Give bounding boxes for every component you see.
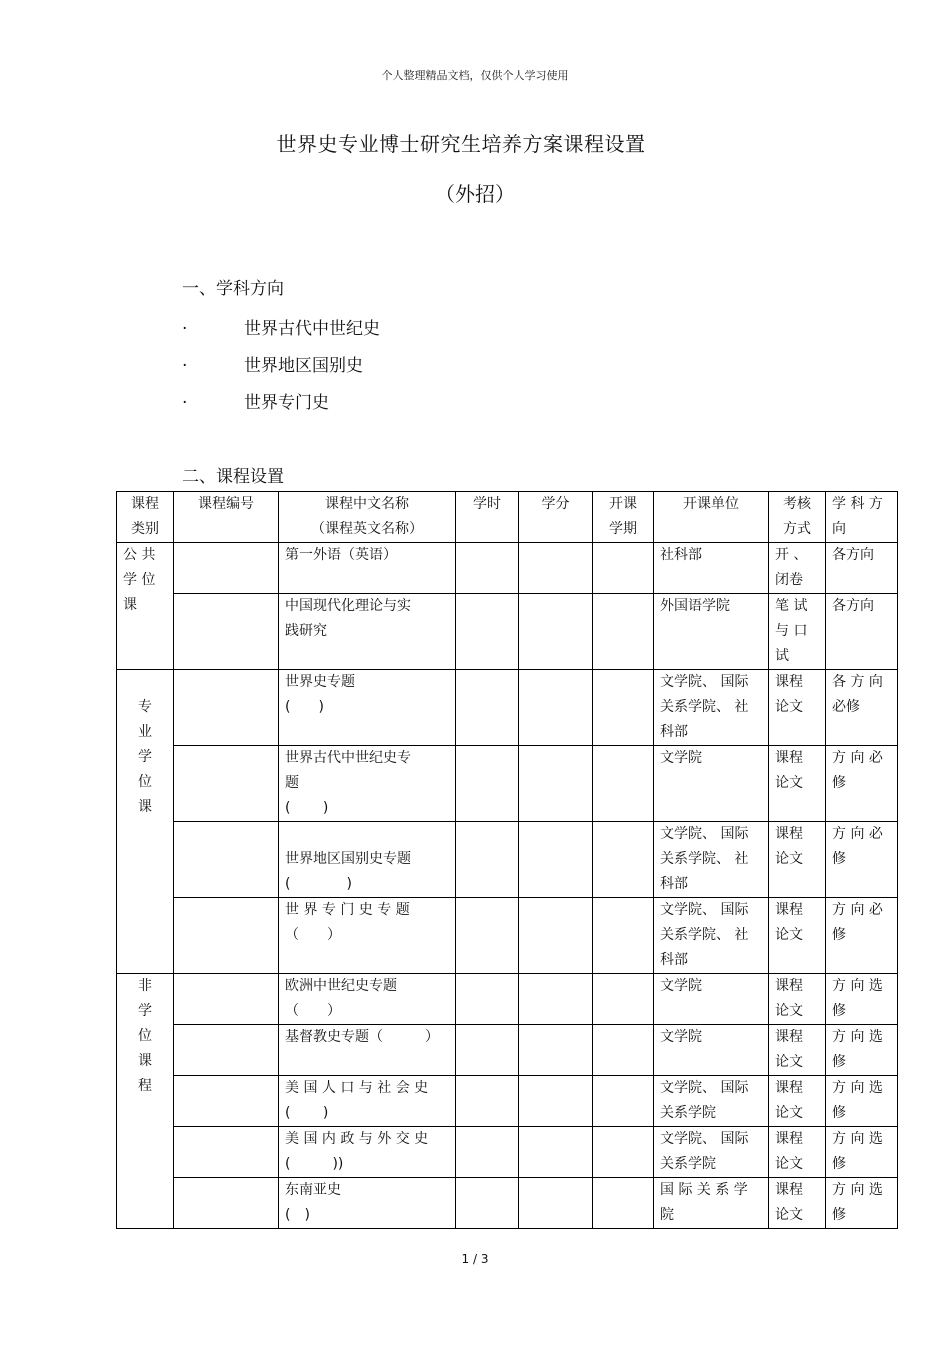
unit-cell: 文学院 xyxy=(654,974,769,1025)
direction-cell: 方 向 选 修 xyxy=(826,1127,898,1178)
header-name: 课程中文名称 （课程英文名称） xyxy=(279,492,456,543)
unit-cell: 文学院、 国际 关系学院 xyxy=(654,1076,769,1127)
unit-cell: 文学院、 国际 关系学院、 社 科部 xyxy=(654,822,769,898)
course-code-cell xyxy=(174,822,279,898)
assessment-cell: 课程 论文 xyxy=(769,898,826,974)
direction-text: 世界古代中世纪史 xyxy=(244,319,380,339)
credits-cell xyxy=(519,898,593,974)
term-cell xyxy=(593,898,654,974)
course-code-cell xyxy=(174,746,279,822)
assessment-cell: 笔 试 与 口 试 xyxy=(769,594,826,670)
course-name-cell: 美 国 人 口 与 社 会 史 ( ) xyxy=(279,1076,456,1127)
term-cell xyxy=(593,594,654,670)
table-row xyxy=(117,594,898,670)
hours-cell xyxy=(456,1127,519,1178)
hours-cell xyxy=(456,822,519,898)
credits-cell xyxy=(519,1025,593,1076)
course-name-cell: 世界地区国别史专题 ( ) xyxy=(279,822,456,898)
direction-cell: 方 向 选 修 xyxy=(826,1076,898,1127)
course-code-cell xyxy=(174,974,279,1025)
assessment-cell: 课程 论文 xyxy=(769,670,826,746)
course-code-cell xyxy=(174,1127,279,1178)
direction-text: 世界地区国别史 xyxy=(244,356,363,376)
hours-cell xyxy=(456,594,519,670)
page-number: 1 / 3 xyxy=(461,1252,489,1266)
direction-cell: 方 向 选 修 xyxy=(826,974,898,1025)
section-heading-courses: 二、课程设置 xyxy=(182,467,284,487)
table-row xyxy=(117,1076,898,1127)
header-hours: 学时 xyxy=(456,492,519,543)
credits-cell xyxy=(519,543,593,594)
header-unit: 开课单位 xyxy=(654,492,769,543)
unit-cell: 文学院、 国际 关系学院、 社 科部 xyxy=(654,670,769,746)
table-row xyxy=(117,974,898,1025)
term-cell xyxy=(593,822,654,898)
hours-cell xyxy=(456,1076,519,1127)
term-cell xyxy=(593,1178,654,1229)
term-cell xyxy=(593,974,654,1025)
table-row xyxy=(117,1178,898,1229)
term-cell xyxy=(593,746,654,822)
term-cell xyxy=(593,543,654,594)
assessment-cell: 课程 论文 xyxy=(769,1076,826,1127)
unit-cell: 文学院 xyxy=(654,746,769,822)
unit-cell: 文学院、 国际 关系学院、 社 科部 xyxy=(654,898,769,974)
bullet: . xyxy=(182,314,188,334)
term-cell xyxy=(593,1025,654,1076)
category-cell: 非 学 位 课 程 xyxy=(117,974,174,1229)
credits-cell xyxy=(519,1127,593,1178)
bullet: . xyxy=(182,351,188,371)
table-header-row xyxy=(117,492,898,543)
credits-cell xyxy=(519,594,593,670)
credits-cell xyxy=(519,670,593,746)
hours-cell xyxy=(456,543,519,594)
hours-cell xyxy=(456,974,519,1025)
table-row xyxy=(117,670,898,746)
unit-cell: 社科部 xyxy=(654,543,769,594)
bullet: . xyxy=(182,388,188,408)
credits-cell xyxy=(519,974,593,1025)
course-name-cell: 世界古代中世纪史专 题 ( ) xyxy=(279,746,456,822)
direction-text: 世界专门史 xyxy=(244,393,329,413)
direction-cell: 方 向 选 修 xyxy=(826,1025,898,1076)
direction-cell: 方 向 必 修 xyxy=(826,822,898,898)
course-name-cell: 基督教史专题（ ） xyxy=(279,1025,456,1076)
unit-cell: 文学院 xyxy=(654,1025,769,1076)
category-cell: 公 共 学 位 课 xyxy=(117,543,174,670)
header-note: 个人整理精品文档，仅供个人学习使用 xyxy=(381,69,569,82)
hours-cell xyxy=(456,746,519,822)
header-direction: 学 科 方 向 xyxy=(826,492,898,543)
course-name-cell: 东南亚史 ( ) xyxy=(279,1178,456,1229)
course-table xyxy=(116,491,898,1229)
direction-cell: 各方向 xyxy=(826,594,898,670)
course-name-cell: 第一外语（英语） xyxy=(279,543,456,594)
unit-cell: 文学院、 国际 关系学院 xyxy=(654,1127,769,1178)
course-code-cell xyxy=(174,1076,279,1127)
course-code-cell xyxy=(174,543,279,594)
credits-cell xyxy=(519,1178,593,1229)
assessment-cell: 课程 论文 xyxy=(769,974,826,1025)
section-heading-directions: 一、学科方向 xyxy=(182,279,284,299)
assessment-cell: 开 、 闭卷 xyxy=(769,543,826,594)
header-credits: 学分 xyxy=(519,492,593,543)
course-code-cell xyxy=(174,898,279,974)
direction-cell: 方 向 必 修 xyxy=(826,898,898,974)
term-cell xyxy=(593,670,654,746)
page-title: 世界史专业博士研究生培养方案课程设置 xyxy=(276,132,646,156)
course-code-cell xyxy=(174,594,279,670)
course-name-cell: 世界史专题 ( ) xyxy=(279,670,456,746)
table-row xyxy=(117,746,898,822)
assessment-cell: 课程 论文 xyxy=(769,1025,826,1076)
course-name-cell: 世 界 专 门 史 专 题 （ ） xyxy=(279,898,456,974)
course-code-cell xyxy=(174,1178,279,1229)
header-code: 课程编号 xyxy=(174,492,279,543)
hours-cell xyxy=(456,1178,519,1229)
direction-cell: 方 向 选 修 xyxy=(826,1178,898,1229)
hours-cell xyxy=(456,670,519,746)
table-row xyxy=(117,822,898,898)
table-row xyxy=(117,1127,898,1178)
assessment-cell: 课程 论文 xyxy=(769,746,826,822)
term-cell xyxy=(593,1076,654,1127)
course-code-cell xyxy=(174,670,279,746)
hours-cell xyxy=(456,898,519,974)
credits-cell xyxy=(519,822,593,898)
header-term: 开课 学期 xyxy=(593,492,654,543)
credits-cell xyxy=(519,1076,593,1127)
assessment-cell: 课程 论文 xyxy=(769,822,826,898)
course-name-cell: 欧洲中世纪史专题 （ ） xyxy=(279,974,456,1025)
table-row xyxy=(117,543,898,594)
unit-cell: 国 际 关 系 学 院 xyxy=(654,1178,769,1229)
direction-cell: 各 方 向 必修 xyxy=(826,670,898,746)
category-cell: 专 业 学 位 课 xyxy=(117,670,174,974)
table-row xyxy=(117,898,898,974)
page-subtitle: （外招） xyxy=(435,182,515,206)
header-category: 课程 类别 xyxy=(117,492,174,543)
course-code-cell xyxy=(174,1025,279,1076)
hours-cell xyxy=(456,1025,519,1076)
table-row xyxy=(117,1025,898,1076)
unit-cell: 外国语学院 xyxy=(654,594,769,670)
course-name-cell: 中国现代化理论与实 践研究 xyxy=(279,594,456,670)
header-assessment: 考核 方式 xyxy=(769,492,826,543)
term-cell xyxy=(593,1127,654,1178)
course-name-cell: 美 国 内 政 与 外 交 史 ( )) xyxy=(279,1127,456,1178)
assessment-cell: 课程 论文 xyxy=(769,1127,826,1178)
credits-cell xyxy=(519,746,593,822)
assessment-cell: 课程 论文 xyxy=(769,1178,826,1229)
direction-cell: 方 向 必 修 xyxy=(826,746,898,822)
direction-cell: 各方向 xyxy=(826,543,898,594)
